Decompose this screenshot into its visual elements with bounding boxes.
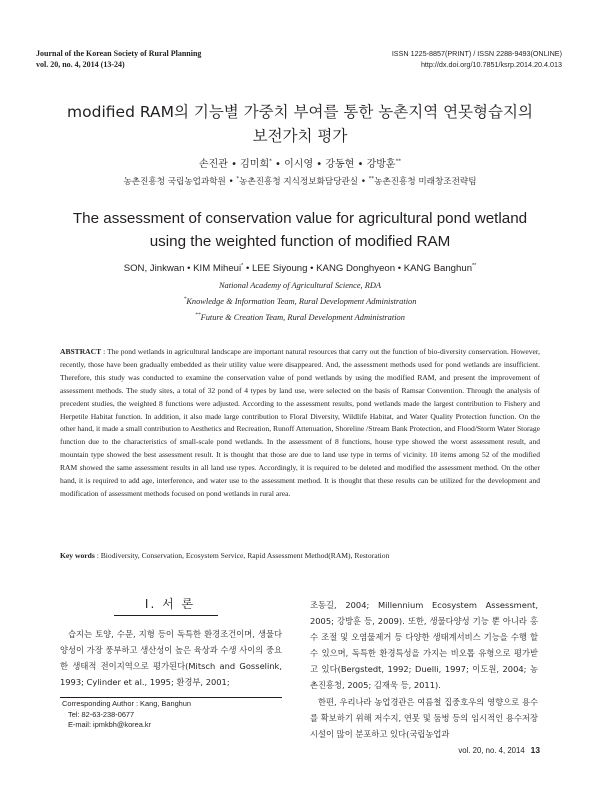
title-korean-line1: modified RAM의 기능별 가중치 부여를 통한 농촌지역 연못형습지의 [67,103,533,121]
affiliations-korean [40,176,560,188]
page-footer [458,744,540,757]
body-left-column: 습지는 토양, 수문, 지형 등이 독특한 환경조건이며, 생물다양성이 가장 풍부하고 생산성이 높은 육상과 수생 사이의 중요한 생태적 전이지역으로 평가된다(Mitsch and Gosselink, 1993; Cylinder et al., 1995; 환경부, 2001; [60,629,282,688]
doi-link[interactable]: http://dx.doi.org/10.7851/ksrp.2014.20.4.013 [420,60,562,69]
body-right-paragraph-1: 조동길, 2004; Millennium Ecosystem Assessment, 2005; 강방훈 등, 2009). 또한, 생물다양성 기능 뿐 아니라 홍수 조절 및 오염물제거 등 다양한 생태계서비스 기능을 수행 할 수 있으며, 독특한 환경특성을 가지는 비오톱 유형으로 평가받고 있다(Bergstedt, 1992; Duelli, 1997; 이도원, 2004; 농촌진흥청, 2005; 김재욱 등, 2011). [310,600,538,691]
affil-en-text-3: Future & Creation Team, Rural Development Administration [200,313,405,322]
affil-en-mark-2: * [183,296,187,303]
author-kr-mark-2: ** [395,158,402,165]
affil-kr-1: 농촌진흥청 국립농업과학원 • [123,177,237,187]
issn-doi-block [392,48,562,70]
title-korean-line2: 보전가치 평가 [252,127,348,145]
journal-name: Journal of the Korean Society of Rural Planning [36,49,202,58]
affiliation-english-2 [40,296,560,308]
affil-kr-mark-2: ** [368,176,375,183]
section-heading-introduction: Ⅰ. 서 론 [144,597,196,611]
footnote-author: Corresponding Author : Kang, Banghun [62,699,192,708]
author-kr-2: • 이시영 • 강동현 • 강방훈 [271,159,396,170]
body-right-paragraph-2: 한편, 우리나라 농업경관은 여름철 집중호우의 영향으로 용수를 확보하기 위해 저수지, 연못 및 둠벙 등의 임시적인 용수저장 시설이 많이 분포하고 있다(국립농업과 [310,696,538,739]
author-kr-mark-1: * [269,158,272,165]
author-en-2: • LEE Siyoung • KANG Donghyeon • KANG Banghun [243,263,473,274]
keywords-text: : Biodiversity, Conservation, Ecosystem Service, Rapid Assessment Method(RAM), Restoration [94,551,390,560]
title-english-line1: The assessment of conservation value for agricultural pond wetland [72,210,528,227]
author-kr-1: 손진관 • 김미희 [198,159,270,170]
keywords [60,550,540,562]
journal-header [36,48,201,70]
corresponding-author-footnote [62,699,191,731]
page-number: 13 [530,745,540,755]
keywords-label: Key words [60,551,95,560]
footnote-tel: Tel: 82-63-238-0677 [68,709,135,719]
author-en-mark-2: ** [472,262,477,269]
body-right-column [310,597,538,742]
journal-volume: vol. 20, no. 4, 2014 (13-24) [36,60,125,69]
authors-english [40,262,560,275]
abstract-label: ABSTRACT [60,347,102,356]
author-en-1: SON, Jinkwan • KIM Miheui [123,263,242,274]
affil-en-text-2: Knowledge & Information Team, Rural Development Administration [186,297,417,306]
title-english [40,207,560,253]
affil-kr-3: 농촌진흥청 미래창조전략팀 [374,177,477,187]
footnote-divider [60,697,282,698]
footnote-email[interactable]: E-mail: ipmkbh@korea.kr [68,720,152,729]
abstract [60,346,540,501]
title-english-line2: using the weighted function of modified RAM [149,233,451,250]
section-heading-underline [114,615,218,616]
title-korean [40,100,560,148]
abstract-text: : The pond wetlands in agricultural landscape are important natural resources that carry out the function of bio-diversity conservation. However, recently, those have been gradually embedded as their utility value were disappeared. And, the assessment methods used for pond wetlands are insufficient. Therefore, this study was conducted to examine the conservation value of pond wetlands by using the modified RAM, and present the improvement of assessment methods. The study sites, a total of 32 pond of 4 types by land use, were selected on the basis of Ramsar Convention. Through the analysis of precedent studies, the weighted 8 functions were adjusted. According to the assessment results, pond wetlands made the largest contribution to Fishery and Herpetile Habitat function. In addition, it also made large contribution to Floral Diversity, Wildlife Habitat, and Water Quality Protection function. On the other hand, it made a small contribution to Aesthetics and Recreation, Runoff Attenuation, Shoreline /Stream Bank Protection, and Flood/Storm Water Storage function due to the characteristics of small-scale pond wetlands. In the assessment of 8 functions, house type showed the worst assessment result, and mountain type showed the best assessment result. It is thought that those are due to land use type in terms of vicinity. 10 items among 52 of the modified RAM showed the same assessment results in all land use types. Accordingly, it is required to be deleted and modified the assessment method. On the other hand, it is required to add age, interference, and water use to the assessment method. It is thought that these results can be utilized for the development and modification of assessment methods focused on pond wetlands in rural area. [60,347,540,498]
author-en-mark-1: * [241,262,244,269]
affiliation-english-3 [40,312,560,324]
affil-kr-mark-1: * [236,176,240,183]
affiliation-english-1: National Academy of Agricultural Science, RDA [218,281,382,290]
issn: ISSN 1225-8857(PRINT) / ISSN 2288-9493(ONLINE) [391,49,562,58]
authors-korean [40,158,560,171]
affil-en-mark-3: ** [195,312,201,319]
footer-issue: vol. 20, no. 4, 2014 [458,746,525,755]
affil-kr-2: 농촌진흥청 지식정보화담당관실 • [239,177,369,187]
